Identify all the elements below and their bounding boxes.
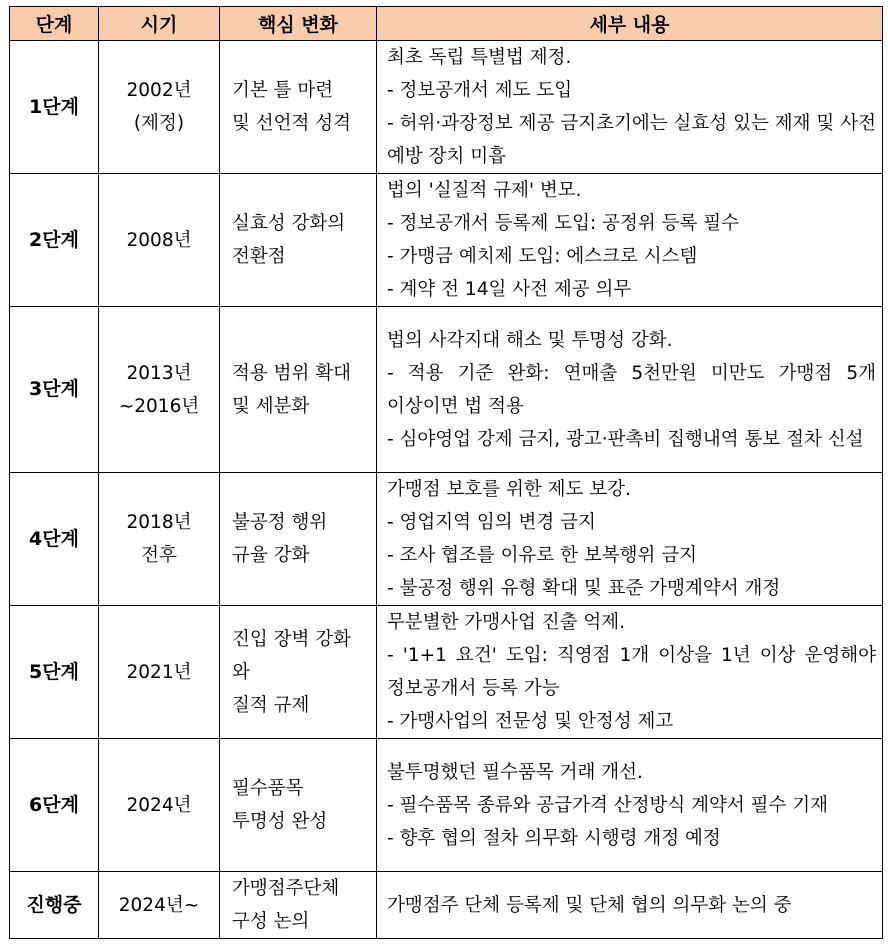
detail-line: - 조사 협조를 이유로 한 보복행위 금지 bbox=[387, 545, 698, 566]
table-row bbox=[10, 739, 883, 872]
period-line: (제정) bbox=[133, 113, 185, 134]
change-cell bbox=[220, 739, 377, 872]
detail-line: 법의 '실질적 규제' 변모. bbox=[387, 180, 582, 201]
stage-cell: 5단계 bbox=[10, 606, 99, 739]
table-row bbox=[10, 41, 883, 174]
change-line: 투명성 완성 bbox=[232, 811, 328, 832]
change-line: 불공정 행위 bbox=[232, 512, 328, 533]
table-row bbox=[10, 606, 883, 739]
stage-cell: 진행중 bbox=[10, 872, 99, 939]
change-line: 적용 범위 확대 bbox=[232, 362, 351, 384]
change-line: 및 선언적 성격 bbox=[232, 113, 351, 134]
change-line: 필수품목 bbox=[232, 778, 304, 799]
period-line: 2018년 bbox=[126, 512, 192, 533]
detail-line: - 향후 협의 절차 의무화 시행령 개정 예정 bbox=[387, 827, 721, 849]
change-line: 진입 장벽 강화 bbox=[232, 628, 351, 650]
stage-cell: 3단계 bbox=[10, 307, 99, 473]
change-line: 가맹점주단체 bbox=[232, 878, 340, 899]
detail-cell bbox=[377, 307, 883, 473]
change-line: 기본 틀 마련 bbox=[232, 80, 334, 101]
period-cell bbox=[99, 41, 220, 174]
change-line: 질적 규제 bbox=[232, 694, 310, 716]
change-cell bbox=[220, 473, 377, 606]
change-cell bbox=[220, 606, 377, 739]
change-cell bbox=[220, 307, 377, 473]
change-line: 구성 논의 bbox=[232, 911, 310, 932]
change-line: 및 세분화 bbox=[232, 395, 310, 417]
period-line: 전후 bbox=[141, 545, 177, 566]
header-details: 세부 내용 bbox=[377, 7, 883, 41]
table-row bbox=[10, 473, 883, 606]
detail-line: 무분별한 가맹사업 진출 억제. bbox=[387, 612, 625, 633]
detail-line: - 적용 기준 완화: 연매출 5천만원 미만도 가맹점 5개 이상이면 법 적용 bbox=[387, 362, 876, 417]
period-line: 2021년 bbox=[126, 661, 192, 683]
table-row bbox=[10, 872, 883, 939]
period-cell bbox=[99, 872, 220, 939]
stage-cell: 2단계 bbox=[10, 174, 99, 307]
detail-line: - 불공정 행위 유형 확대 및 표준 가맹계약서 개정 bbox=[387, 578, 781, 599]
change-line: 규율 강화 bbox=[232, 545, 310, 566]
detail-line: 최초 독립 특별법 제정. bbox=[387, 47, 572, 68]
detail-cell bbox=[377, 872, 883, 939]
change-line: 와 bbox=[232, 661, 250, 683]
detail-line: 법의 사각지대 해소 및 투명성 강화. bbox=[387, 329, 673, 351]
stage-cell: 4단계 bbox=[10, 473, 99, 606]
stage-cell: 6단계 bbox=[10, 739, 99, 872]
change-cell bbox=[220, 174, 377, 307]
period-line: 2013년 bbox=[126, 362, 192, 384]
detail-line: - 정보공개서 등록제 도입: 공정위 등록 필수 bbox=[387, 213, 740, 234]
change-line: 전환점 bbox=[232, 246, 286, 267]
period-line: 2024년~ bbox=[118, 894, 200, 916]
detail-cell bbox=[377, 606, 883, 739]
period-cell bbox=[99, 739, 220, 872]
period-cell bbox=[99, 174, 220, 307]
detail-cell bbox=[377, 174, 883, 307]
header-key-change: 핵심 변화 bbox=[220, 7, 377, 41]
detail-cell bbox=[377, 739, 883, 872]
header-row bbox=[10, 7, 883, 41]
detail-line: 가맹점 보호를 위한 제도 보강. bbox=[387, 479, 631, 500]
franchise-law-stages-table bbox=[9, 6, 883, 939]
detail-line: - 필수품목 종류와 공급가격 산정방식 계약서 필수 기재 bbox=[387, 794, 829, 816]
stage-cell: 1단계 bbox=[10, 41, 99, 174]
detail-line: - 심야영업 강제 금지, 광고·판촉비 집행내역 통보 절차 신설 bbox=[387, 428, 864, 450]
change-line: 실효성 강화의 bbox=[232, 213, 346, 234]
period-cell bbox=[99, 606, 220, 739]
period-line: 2008년 bbox=[126, 229, 192, 251]
table-row bbox=[10, 174, 883, 307]
period-line: 2002년 bbox=[126, 80, 192, 101]
header-stage: 단계 bbox=[10, 7, 99, 41]
header-period: 시기 bbox=[99, 7, 220, 41]
period-cell bbox=[99, 307, 220, 473]
detail-cell bbox=[377, 41, 883, 174]
detail-line: - 계약 전 14일 사전 제공 의무 bbox=[387, 279, 632, 300]
detail-line: - 가맹사업의 전문성 및 안정성 제고 bbox=[387, 711, 674, 732]
detail-line: 불투명했던 필수품목 거래 개선. bbox=[387, 761, 643, 783]
table-row bbox=[10, 307, 883, 473]
detail-line: - 정보공개서 제도 도입 bbox=[387, 80, 573, 101]
detail-line: - 영업지역 임의 변경 금지 bbox=[387, 512, 596, 533]
detail-line: 가맹점주 단체 등록제 및 단체 협의 의무화 논의 중 bbox=[387, 894, 792, 916]
change-cell bbox=[220, 41, 377, 174]
detail-line: - 가맹금 예치제 도입: 에스크로 시스템 bbox=[387, 246, 698, 267]
change-cell bbox=[220, 872, 377, 939]
detail-line: - '1+1 요건' 도입: 직영점 1개 이상을 1년 이상 운영해야 정보공개서 등록 가능 bbox=[387, 645, 876, 699]
period-cell bbox=[99, 473, 220, 606]
period-line: 2024년 bbox=[126, 794, 192, 816]
detail-cell bbox=[377, 473, 883, 606]
period-line: ~2016년 bbox=[118, 395, 200, 417]
detail-line: - 허위·과장정보 제공 금지초기에는 실효성 있는 제재 및 사전 예방 장치 미흡 bbox=[387, 113, 876, 167]
